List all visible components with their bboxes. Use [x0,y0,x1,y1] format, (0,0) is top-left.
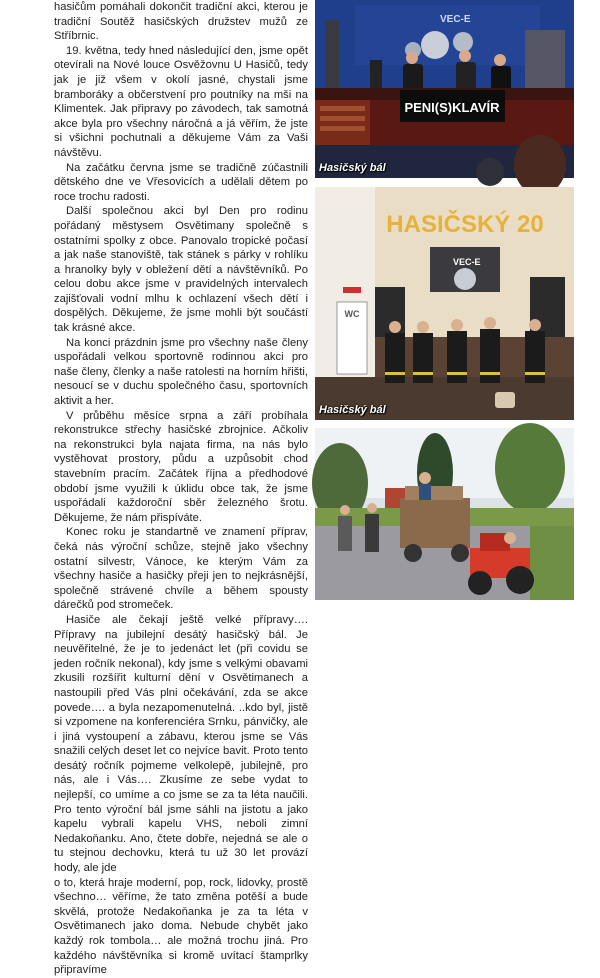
article-paragraph: Hasiče ale čekají ještě velké přípravy…. Přípravy na jubilejní desátý hasičský bál. Je neuvěřitelné, že je to jedenáct let (při covidu se jeden ročník nekonal), kdy jsme s velkými obavami zkusili rozšířit kulturní dění v Osvětimanech a nastoupili před Vás plni očekávání, zda se akce povede…. a byla nezapomenutelná. ..kdo byl, jistě si vzpomene na konferenciéra Srnku, pánvičky, ale i jiná vystoupení a zábavu, kterou jsme se Vás snažili celých deset let co nejvíce bavit. Proto tento desátý ročník pojmeme velkolepě, jubilejně, pro nás, ale i Vás…. Zkusíme ze sebe vydat to nejlepší, co umíme a co jsme se za ta léta naučili. Pro tento výroční bál jsme sáhli na jistotu a jako kapelu vybrali kapelu VHS, neboli zimní Nedakoňanku. Ano, čtete dobře, nejedná se ale o tu stejnou dechovku, která tu už 30 let provází hody, ale jde [54,613,308,875]
photo-iron-collection [315,428,574,600]
article-paragraph: Konec roku je standartně ve znamení příprav, čeká nás výroční schůze, stejně jako všechny ostatní silvestr, Vánoce, ke kterým Vám za všechny hasiče a hasičky přeji jen to nejkrásnější, společně strávené chvíle a během spousty dárečků pod stromeček. [54,526,308,612]
article-paragraph: Další společnou akci byl Den pro rodinu pořádaný městysem Osvětimany společně s ostatními spolky z obce. Panovalo tropické počasí a jak naše stanoviště, tak stánek s párky v rohlíku a hranolky byly v obležení dětí a návštěvníků. Po celou dobu akce jsme v pravidelných intervalech zajišťovali vodní mlhu k ochlazení všech dětí i dospělých. Děkujeme, že jsme mohli být součástí tak krásné akce. [54,205,308,335]
photo-band-stage [315,0,574,178]
backdrop-logo: VEC-E [440,14,471,25]
article-paragraph: o to, která hraje moderní, pop, rock, lidovky, prostě všechno… věříme, že tato změna potěší a bude skvělá, protože Nedakoňanka je za ta léta v Osvětimanech jako doma. Nebude chybět jako každý rok tombola… ale možná trochu jiná. Pro každého návštěvníka si kromě uvítací štamprlky připravíme [54,876,308,977]
article-paragraph: hasičům pomáhali dokončit tradiční akci, kterou je tradiční Soutěž hasičských družstev mužů ze Stříbrnic. [54,1,308,43]
article-paragraph: Na začátku června jsme se tradičně zúčastnili dětského dne ve Vřesovicích a udělali dětem po roce trochu radosti. [54,161,308,203]
photo-caption: Hasičský bál [319,404,386,416]
wall-lettering: HASIČSKÝ 20 [386,211,544,238]
photo-firefighters-stage [315,187,574,420]
wc-sign: WC [344,309,360,319]
band-banner: PENI(S)KLAVÍR [404,100,500,115]
photo-caption: Hasičský bál [319,162,386,174]
article-paragraph: V průběhu měsíce srpna a září probíhala rekonstrukce střechy hasičské zbrojnice. Ačkoliv na rekonstrukci byla najata firma, na nás bylo vystěhovat prostory, půdu a uzpůsobit chod stavebním pracím. Začátek října a předhodové období jsme využili k úklidu obce tak, že jsme uspořádali každoroční sběr železného šrotu. Děkujeme, že nám přispíváte. [54,409,308,524]
drum-logo: VEC-E [453,257,481,267]
article-paragraph: 19. května, tedy hned následující den, jsme opět otevírali na Nové louce Osvěžovnu U Hasičů, tedy jak je již všem v okolí jasné, chystali jsme bramboráky a občerstvení pro poutníky na mši na Klimentek. Jak připravy po závodech, tak samotná akce byla pro všechny náročná a já věřím, že jste si všichni pochutnali a děkujeme Vám za Vaši návštěvu. [54,44,308,159]
article-paragraph: Na konci prázdnin jsme pro všechny naše členy uspořádali velkou sportovně rodinnou akci pro naše členy, členky a naše ratolesti na horním hřišti, nesoucí se v duchu společného času, sportovních aktivit a her. [54,336,308,408]
